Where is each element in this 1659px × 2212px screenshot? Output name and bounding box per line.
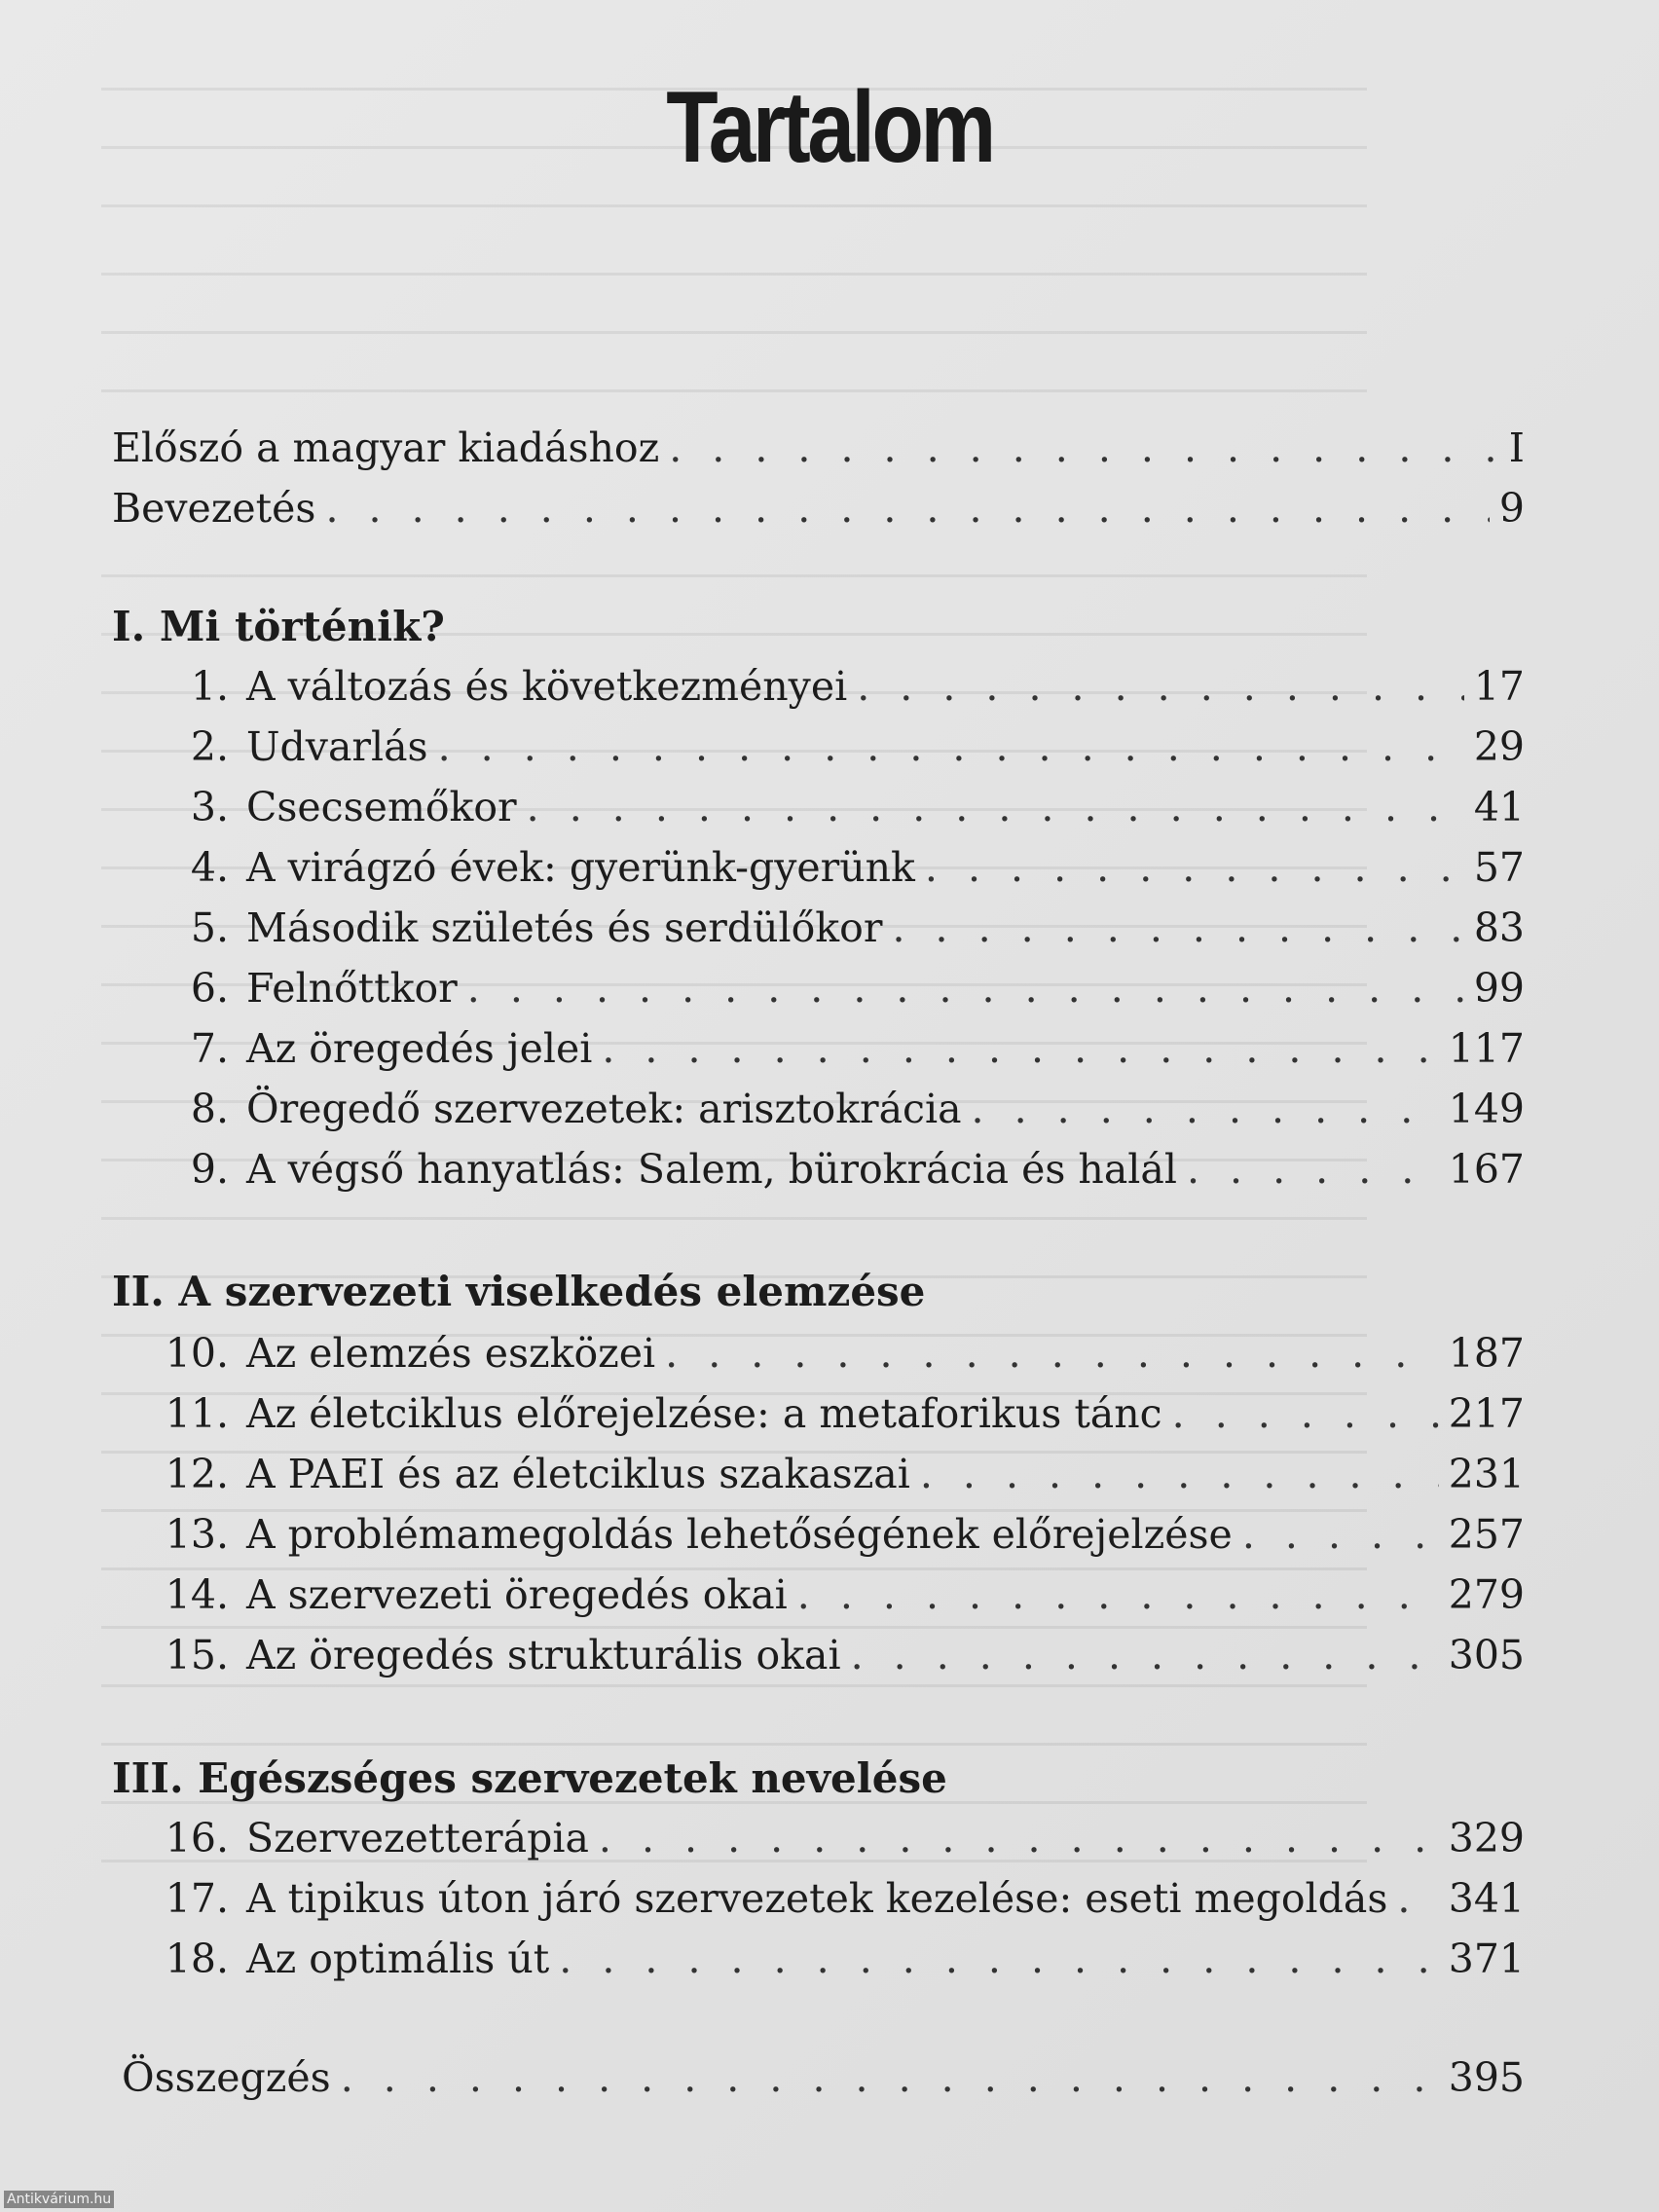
dot-leader <box>599 1809 1439 1867</box>
chapter-number: 11. <box>165 1390 229 1437</box>
chapter-page: 231 <box>1448 1451 1525 1497</box>
dot-leader <box>325 479 1489 537</box>
toc-chapter-entry[interactable] <box>141 1445 1525 1503</box>
chapter-number: 4. <box>190 844 229 891</box>
chapter-title: Az öregedés strukturális okai <box>246 1632 841 1678</box>
chapter-title: A virágzó évek: gyerünk-gyerünk <box>246 844 915 891</box>
toc-entry-page: 395 <box>1448 2054 1525 2101</box>
toc-entry-page: I <box>1508 424 1525 471</box>
chapter-title: Az elemzés eszközei <box>246 1330 656 1377</box>
dot-leader <box>925 838 1464 897</box>
chapter-number: 6. <box>190 965 229 1012</box>
toc-chapter-entry[interactable] <box>141 838 1525 897</box>
chapter-page: 57 <box>1473 844 1525 891</box>
toc-chapter-entry[interactable] <box>141 1566 1525 1624</box>
dot-leader <box>892 899 1463 957</box>
chapter-number: 3. <box>190 784 229 830</box>
chapter-number: 17. <box>165 1875 229 1922</box>
toc-chapter-entry[interactable] <box>141 1080 1525 1138</box>
toc-entry-summary[interactable] <box>122 2048 1525 2107</box>
toc-chapter-entry[interactable] <box>141 959 1525 1017</box>
chapter-title: A PAEI és az életciklus szakaszai <box>246 1451 910 1497</box>
dot-leader <box>467 959 1464 1017</box>
chapter-number: 2. <box>190 723 229 770</box>
dot-leader <box>527 778 1464 836</box>
chapter-number: 12. <box>165 1451 229 1497</box>
part-heading: III. Egészséges szervezetek nevelése <box>112 1754 947 1802</box>
chapter-page: 83 <box>1473 904 1525 951</box>
toc-chapter-entry[interactable] <box>141 1505 1525 1564</box>
part-heading: II. A szervezeti viselkedés elemzése <box>112 1268 926 1315</box>
dot-leader <box>851 1626 1439 1684</box>
chapter-page: 217 <box>1448 1390 1525 1437</box>
toc-chapter-entry[interactable] <box>141 1869 1525 1928</box>
chapter-title: Öregedő szervezetek: arisztokrácia <box>246 1086 962 1132</box>
chapter-number: 16. <box>165 1815 229 1862</box>
chapter-title: A problémamegoldás lehetőségének előrejelzése <box>246 1511 1233 1558</box>
dot-leader <box>602 1019 1438 1078</box>
chapter-page: 99 <box>1473 965 1525 1012</box>
dot-leader <box>341 2048 1439 2107</box>
chapter-title: Második születés és serdülőkor <box>246 904 883 951</box>
toc-entry-label: Bevezetés <box>112 485 316 532</box>
toc-chapter-entry[interactable] <box>141 718 1525 776</box>
chapter-page: 341 <box>1448 1875 1525 1922</box>
toc-entry-page: 9 <box>1498 485 1525 532</box>
chapter-page: 29 <box>1473 723 1525 770</box>
part-heading: I. Mi történik? <box>112 603 445 650</box>
dot-leader <box>669 419 1499 477</box>
chapter-number: 5. <box>190 904 229 951</box>
chapter-page: 371 <box>1448 1936 1525 1982</box>
chapter-page: 305 <box>1448 1632 1525 1678</box>
dot-leader <box>797 1566 1439 1624</box>
chapter-number: 10. <box>165 1330 229 1377</box>
chapter-number: 15. <box>165 1632 229 1678</box>
toc-chapter-entry[interactable] <box>141 1019 1525 1078</box>
toc-chapter-entry[interactable] <box>141 778 1525 836</box>
toc-entry-label: Összegzés <box>122 2054 331 2101</box>
dot-leader <box>1397 1869 1438 1928</box>
toc-chapter-entry[interactable] <box>141 1324 1525 1382</box>
chapter-number: 14. <box>165 1571 229 1618</box>
chapter-title: Az életciklus előrejelzése: a metaforikus tánc <box>246 1390 1162 1437</box>
toc-entry-introduction[interactable] <box>112 479 1525 537</box>
chapter-title: A szervezeti öregedés okai <box>246 1571 788 1618</box>
chapter-number: 9. <box>190 1146 229 1193</box>
chapter-page: 117 <box>1448 1025 1525 1072</box>
toc-entry-foreword[interactable] <box>112 419 1525 477</box>
dot-leader <box>1172 1384 1439 1443</box>
toc-chapter-entry[interactable] <box>141 1626 1525 1684</box>
toc-chapter-entry[interactable] <box>141 899 1525 957</box>
chapter-page: 167 <box>1448 1146 1525 1193</box>
chapter-page: 257 <box>1448 1511 1525 1558</box>
chapter-number: 18. <box>165 1936 229 1982</box>
toc-chapter-entry[interactable] <box>141 1809 1525 1867</box>
dot-leader <box>665 1324 1439 1382</box>
chapter-page: 187 <box>1448 1330 1525 1377</box>
dot-leader <box>1187 1140 1439 1198</box>
toc-entry-label: Előszó a magyar kiadáshoz <box>112 424 660 471</box>
chapter-title: Csecsemőkor <box>246 784 517 830</box>
toc-chapter-entry[interactable] <box>141 1930 1525 1988</box>
chapter-number: 1. <box>190 663 229 710</box>
chapter-title: Az öregedés jelei <box>246 1025 593 1072</box>
chapter-title: A végső hanyatlás: Salem, bürokrácia és halál <box>246 1146 1177 1193</box>
dot-leader <box>1242 1505 1439 1564</box>
chapter-number: 7. <box>190 1025 229 1072</box>
page-title: Tartalom <box>666 71 993 184</box>
chapter-page: 149 <box>1448 1086 1525 1132</box>
dot-leader <box>972 1080 1439 1138</box>
chapter-number: 13. <box>165 1511 229 1558</box>
chapter-number: 8. <box>190 1086 229 1132</box>
chapter-title: Felnőttkor <box>246 965 458 1012</box>
dot-leader <box>559 1930 1438 1988</box>
dot-leader <box>438 718 1464 776</box>
chapter-title: A tipikus úton járó szervezetek kezelése: eseti megoldás <box>246 1875 1388 1922</box>
chapter-title: A változás és következményei <box>246 663 848 710</box>
chapter-page: 41 <box>1473 784 1525 830</box>
dot-leader <box>857 657 1464 716</box>
toc-chapter-entry[interactable] <box>141 1384 1525 1443</box>
chapter-title: Az optimális út <box>246 1936 550 1982</box>
dot-leader <box>920 1445 1439 1503</box>
toc-chapter-entry[interactable] <box>141 657 1525 716</box>
chapter-page: 279 <box>1448 1571 1525 1618</box>
chapter-title: Szervezetterápia <box>246 1815 589 1862</box>
toc-chapter-entry[interactable] <box>141 1140 1525 1198</box>
chapter-page: 17 <box>1473 663 1525 710</box>
chapter-page: 329 <box>1448 1815 1525 1862</box>
watermark: Antikvárium.hu <box>4 2191 114 2208</box>
chapter-title: Udvarlás <box>246 723 428 770</box>
